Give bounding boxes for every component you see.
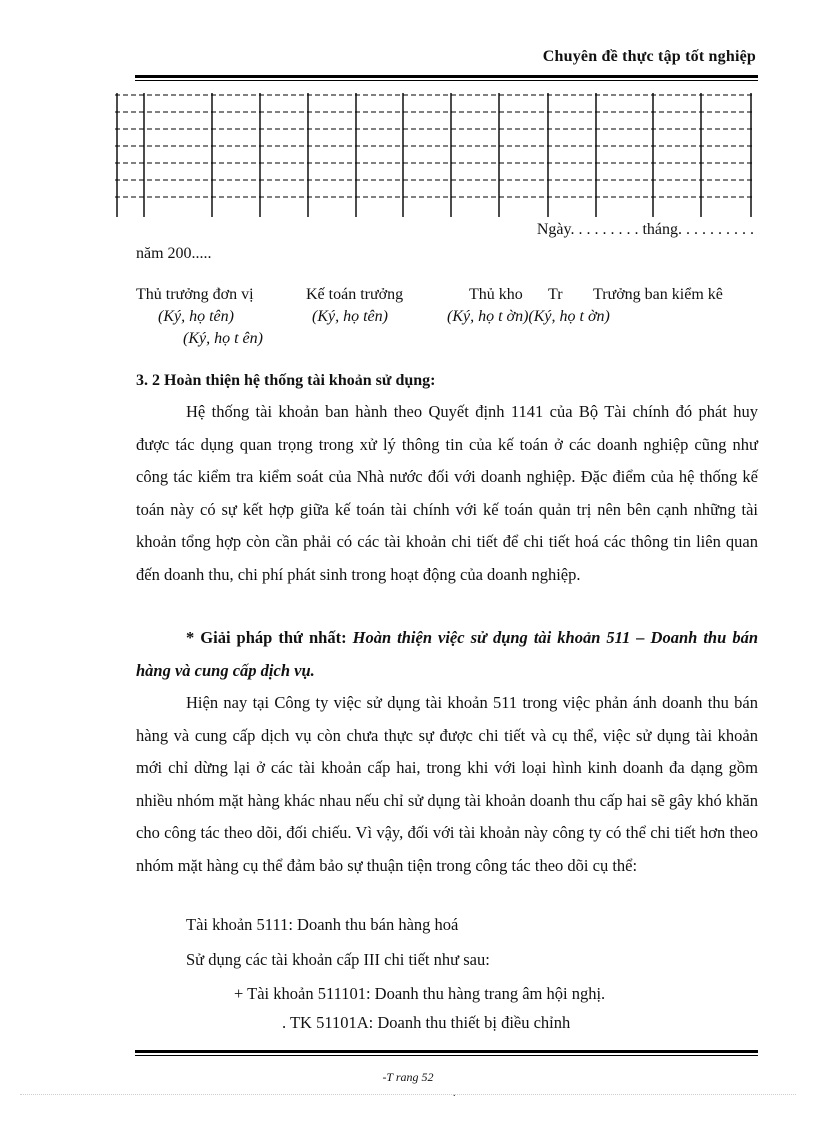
document-header-title: Chuyên đề thực tập tốt nghiệp [542, 48, 756, 65]
signature-title-storekeeper: Thủ kho [469, 286, 523, 303]
sub-account-51101a-line: . TK 51101A: Doanh thu thiết bị điều chỉnh [282, 1013, 571, 1032]
account-5111-line: Tài khoản 5111: Doanh thu bán hàng hoá [186, 915, 459, 934]
page-number: -T rang 52 [382, 1070, 434, 1084]
paragraph-revenue-account: Hiện nay tại Công ty việc sử dụng tài khoản 511 trong việc phản ánh doanh thu bán hàng và cung cấp dịch vụ còn chưa thực sự được chi tiết và cụ thể, việc sử dụng tài khoản mới chỉ dừng lại ở các tài khoản cấp hai, trong khi với loại hình kinh doanh đa dạng gồm nhiều nhóm mặt hàng khác nhau nếu chỉ sử dụng tài khoản doanh thu cấp hai sẽ gây khó khăn cho công tác theo dõi, đối chiếu. Vì vậy, đối với tài khoản này công ty có thể chi tiết hơn theo nhóm mặt hàng cụ thể đảm bảo sự thuận tiện trong công tác theo dõi cụ thể: [136, 693, 758, 875]
footer-rule [135, 1050, 758, 1056]
signature-note-chief-accountant: (Ký, họ tên) [312, 308, 388, 325]
sub-account-511101-line: + Tài khoản 511101: Doanh thu hàng trang âm hội nghị. [234, 984, 606, 1003]
signature-note-unit-head: (Ký, họ tên) [158, 308, 234, 325]
page-dot: . [453, 1088, 456, 1099]
solution-paragraph [136, 622, 758, 687]
solution-title: Hoàn thiện việc sử dụng tài khoản 511 – Doanh thu bán hàng và cung cấp dịch vụ. [136, 628, 758, 680]
year-line: năm 200..... [136, 245, 212, 262]
footer-dotted-line [20, 1094, 796, 1095]
inventory-table-fragment [115, 93, 753, 217]
signature-title-unit-head: Thủ trưởng đơn vị [136, 286, 254, 303]
solution-label: * Giải pháp thứ nhất: [186, 628, 347, 647]
paragraph-account-system: Hệ thống tài khoản ban hành theo Quyết định 1141 của Bộ Tài chính đó phát huy được tác dụng quan trọng trong xử lý thông tin của kế toán ở các doanh nghiệp cũng như công tác kiểm tra kiểm soát của Nhà nước đối với doanh nghiệp. Đặc điểm của hệ thống kế toán này có sự kết hợp giữa kế toán tài chính với kế toán quản trị nên bên cạnh những tài khoản tổng hợp còn cần phải có các tài khoản chi tiết để chi tiết hoá các thông tin liên quan đến doanh thu, chi phí phát sinh trong hoạt động của doanh nghiệp. [136, 402, 758, 584]
date-line: Ngày. . . . . . . . . tháng. . . . . . . . . . [536, 221, 754, 238]
level3-accounts-line: Sử dụng các tài khoản cấp III chi tiết như sau: [186, 950, 490, 969]
section-heading: 3. 2 Hoàn thiện hệ thống tài khoản sử dụng: [136, 372, 436, 389]
signature-note-storekeeper: (Ký, họ t ờn)(Ký, họ t ờn) [447, 308, 610, 325]
signature-title-truncated: Tr [548, 286, 563, 303]
header-rule [135, 75, 758, 81]
signature-title-inventory-head: Trưởng ban kiểm kê [593, 286, 723, 303]
signature-note-inventory-head: (Ký, họ t ên) [183, 330, 263, 347]
signature-title-chief-accountant: Kế toán trưởng [306, 286, 404, 303]
